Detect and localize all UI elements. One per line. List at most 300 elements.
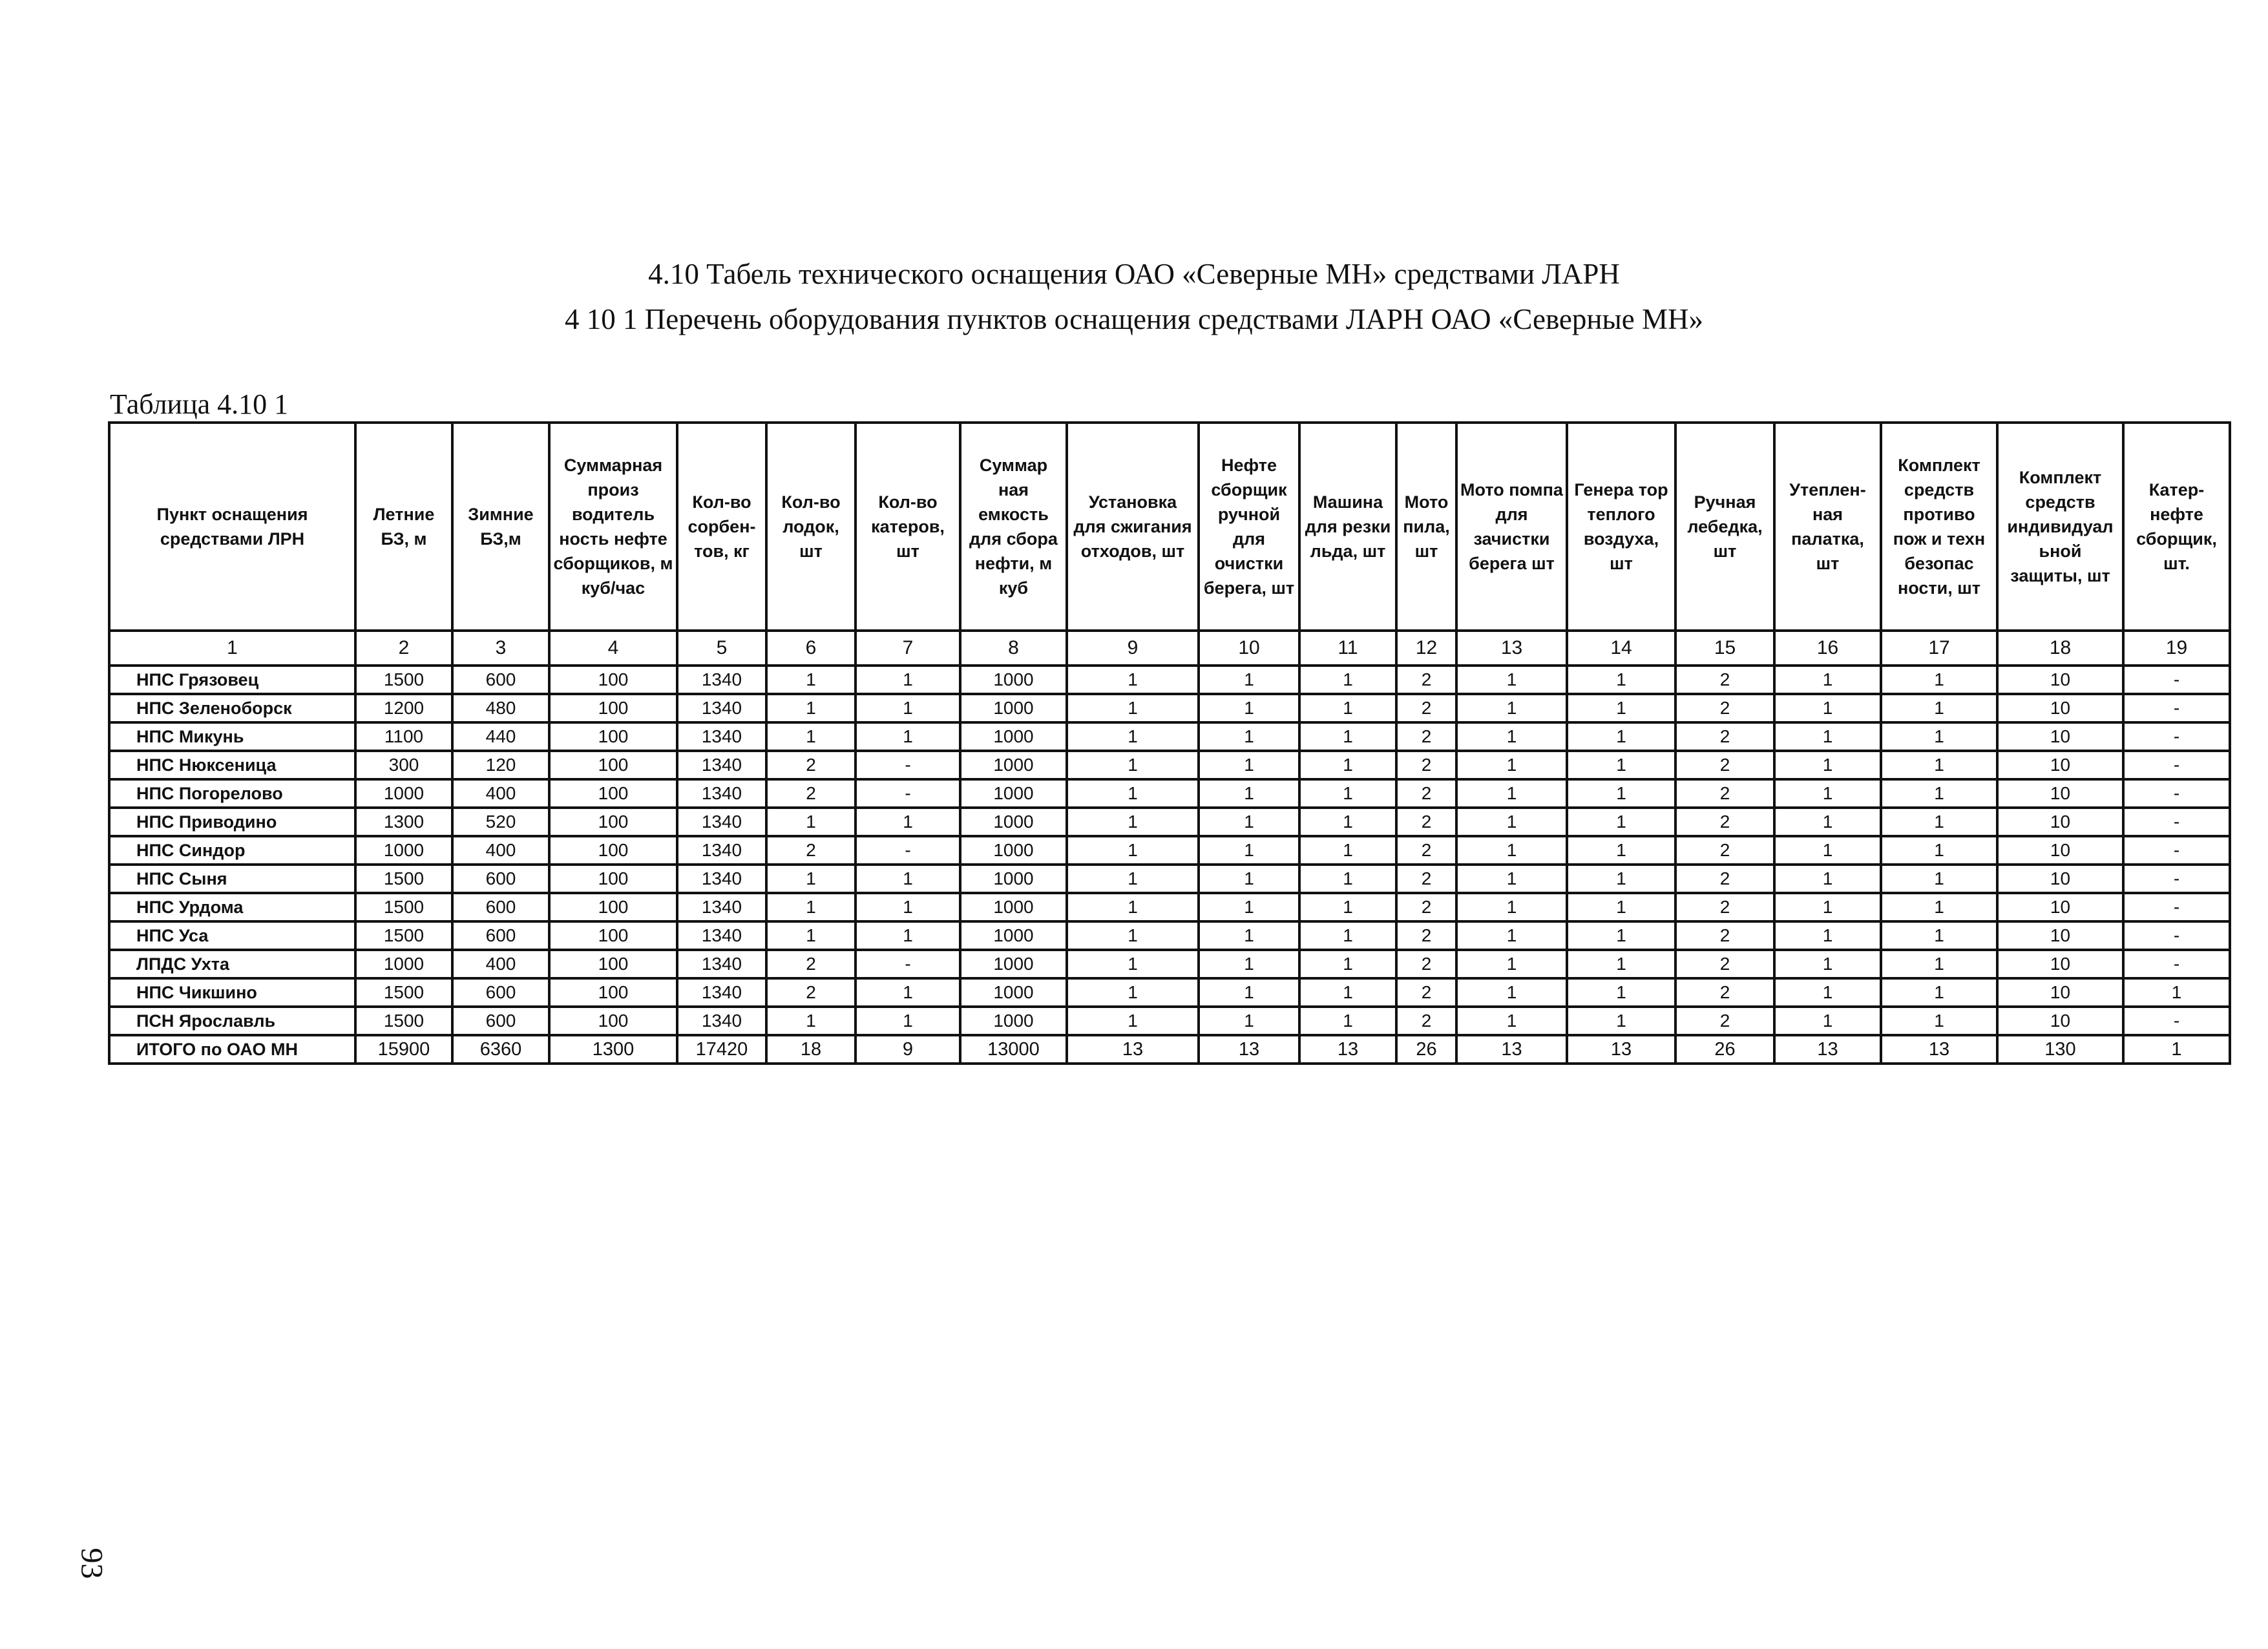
header-cell: Пункт оснащения средствами ЛРН — [109, 423, 355, 631]
header-cell: Генера тор теплого воздуха, шт — [1567, 423, 1675, 631]
header-cell: Кол-во лодок, шт — [766, 423, 856, 631]
table-cell: 2 — [1396, 836, 1456, 865]
column-number: 11 — [1299, 631, 1396, 666]
table-cell: 1000 — [960, 1007, 1067, 1035]
table-cell: 1000 — [960, 865, 1067, 893]
column-number: 2 — [355, 631, 452, 666]
table-cell: 1 — [856, 808, 960, 836]
table-cell: 1 — [1774, 722, 1881, 751]
table-cell: 2 — [1396, 666, 1456, 694]
table-cell: 1300 — [549, 1035, 677, 1064]
column-number: 19 — [2123, 631, 2230, 666]
table-cell: 2 — [1396, 694, 1456, 722]
table-cell: 1500 — [355, 1007, 452, 1035]
table-cell: 18 — [766, 1035, 856, 1064]
table-cell: 1 — [1199, 865, 1299, 893]
table-cell: 1 — [766, 666, 856, 694]
table-cell: 1 — [766, 893, 856, 921]
table-cell: 1 — [1067, 694, 1199, 722]
table-cell: 1 — [1199, 751, 1299, 779]
table-cell: 1 — [1567, 950, 1675, 978]
table-cell: 1 — [1299, 694, 1396, 722]
table-cell: - — [856, 751, 960, 779]
table-cell: 1000 — [355, 779, 452, 808]
table-cell: 2 — [1675, 694, 1774, 722]
table-cell: 300 — [355, 751, 452, 779]
table-cell: 1 — [1199, 779, 1299, 808]
header-cell: Суммар ная емкость для сбора нефти, м куб — [960, 423, 1067, 631]
table-cell: 26 — [1675, 1035, 1774, 1064]
table-cell: 600 — [452, 893, 549, 921]
table-cell: 1 — [856, 921, 960, 950]
table-cell: - — [2123, 865, 2230, 893]
table-cell: 1 — [1567, 1007, 1675, 1035]
table-cell: 100 — [549, 808, 677, 836]
equipment-table — [108, 421, 2231, 1065]
table-cell: 120 — [452, 751, 549, 779]
table-cell: 1 — [1199, 978, 1299, 1007]
table-cell: 1300 — [355, 808, 452, 836]
table-cell: 1 — [1299, 978, 1396, 1007]
table-cell: 1 — [1456, 921, 1567, 950]
table-cell: 1 — [766, 1007, 856, 1035]
table-cell: 1 — [1067, 893, 1199, 921]
header-cell: Зимние БЗ,м — [452, 423, 549, 631]
header-cell: Летние БЗ, м — [355, 423, 452, 631]
table-cell: 1500 — [355, 978, 452, 1007]
table-cell: 1340 — [677, 694, 766, 722]
column-number: 6 — [766, 631, 856, 666]
table-cell: 480 — [452, 694, 549, 722]
table-cell: 2 — [1675, 666, 1774, 694]
column-number-row — [109, 631, 2230, 666]
table-cell: 1 — [1199, 722, 1299, 751]
table-cell: 1 — [1456, 950, 1567, 978]
table-cell: 1 — [1299, 808, 1396, 836]
table-cell: 1 — [1299, 666, 1396, 694]
table-cell: 1 — [1456, 779, 1567, 808]
table-cell: 1 — [1881, 978, 1997, 1007]
table-cell: 10 — [1997, 808, 2123, 836]
table-cell: 1000 — [960, 751, 1067, 779]
table-cell: 2 — [766, 950, 856, 978]
table-cell: 1000 — [355, 836, 452, 865]
table-cell: 1200 — [355, 694, 452, 722]
table-cell: 1 — [766, 808, 856, 836]
table-cell: 1 — [1456, 865, 1567, 893]
table-cell: 1 — [2123, 978, 2230, 1007]
table-cell: 1340 — [677, 950, 766, 978]
table-cell: 2 — [766, 836, 856, 865]
table-cell: 10 — [1997, 893, 2123, 921]
column-number: 10 — [1199, 631, 1299, 666]
table-cell: 100 — [549, 666, 677, 694]
table-cell: 1 — [1456, 836, 1567, 865]
table-cell: 1000 — [960, 694, 1067, 722]
table-cell: 1340 — [677, 808, 766, 836]
table-cell: 1 — [1567, 893, 1675, 921]
table-cell: 10 — [1997, 779, 2123, 808]
table-cell: 1 — [1299, 779, 1396, 808]
header-cell: Суммарная произ водитель ность нефте сборщиков, м куб/час — [549, 423, 677, 631]
table-cell: 2 — [1675, 1007, 1774, 1035]
table-cell: 10 — [1997, 865, 2123, 893]
table-cell: 1 — [1774, 808, 1881, 836]
table-row — [109, 694, 2230, 722]
table-cell: - — [2123, 722, 2230, 751]
column-number: 15 — [1675, 631, 1774, 666]
table-cell: - — [2123, 1007, 2230, 1035]
table-cell: 2 — [1675, 921, 1774, 950]
table-cell: 1 — [1456, 808, 1567, 836]
table-cell: 100 — [549, 722, 677, 751]
table-cell: 1 — [856, 978, 960, 1007]
table-cell: 10 — [1997, 950, 2123, 978]
table-cell: 1340 — [677, 836, 766, 865]
table-cell: 100 — [549, 950, 677, 978]
table-cell: 1340 — [677, 921, 766, 950]
table-cell: 1 — [856, 666, 960, 694]
table-cell: 1 — [1456, 751, 1567, 779]
table-cell: 1 — [1067, 751, 1199, 779]
table-cell: 1 — [1567, 751, 1675, 779]
station-name-cell: НПС Грязовец — [109, 666, 355, 694]
table-cell: 600 — [452, 978, 549, 1007]
column-number: 4 — [549, 631, 677, 666]
table-cell: 1 — [1299, 921, 1396, 950]
table-cell: 2 — [1396, 950, 1456, 978]
table-row — [109, 921, 2230, 950]
column-number: 14 — [1567, 631, 1675, 666]
column-number: 13 — [1456, 631, 1567, 666]
table-cell: 1 — [1774, 694, 1881, 722]
header-row — [109, 423, 2230, 631]
table-row — [109, 751, 2230, 779]
table-cell: 1 — [1067, 836, 1199, 865]
table-cell: 1 — [1567, 808, 1675, 836]
header-cell: Кол-во катеров, шт — [856, 423, 960, 631]
table-cell: 100 — [549, 694, 677, 722]
table-cell: 1500 — [355, 921, 452, 950]
header-cell: Кол-во сорбен- тов, кг — [677, 423, 766, 631]
header-cell: Ручная лебедка, шт — [1675, 423, 1774, 631]
table-cell: 1 — [1199, 666, 1299, 694]
table-cell: 2 — [1396, 921, 1456, 950]
station-name-cell: ЛПДС Ухта — [109, 950, 355, 978]
table-cell: - — [2123, 779, 2230, 808]
table-cell: 1 — [1299, 865, 1396, 893]
table-cell: 13 — [1774, 1035, 1881, 1064]
table-cell: 1 — [856, 893, 960, 921]
table-cell: 1 — [1567, 865, 1675, 893]
table-cell: 1 — [856, 865, 960, 893]
table-cell: 1 — [1067, 950, 1199, 978]
table-cell: 2 — [1675, 950, 1774, 978]
table-cell: 600 — [452, 1007, 549, 1035]
table-cell: 1 — [1881, 808, 1997, 836]
column-number: 12 — [1396, 631, 1456, 666]
table-cell: 1 — [1774, 779, 1881, 808]
table-cell: 13000 — [960, 1035, 1067, 1064]
table-cell: 1 — [1567, 779, 1675, 808]
table-cell: - — [856, 836, 960, 865]
table-cell: 1000 — [355, 950, 452, 978]
table-cell: 1000 — [960, 921, 1067, 950]
station-name-cell: НПС Уса — [109, 921, 355, 950]
table-cell: 1 — [1067, 722, 1199, 751]
table-cell: 1 — [1299, 1007, 1396, 1035]
station-name-cell: НПС Урдома — [109, 893, 355, 921]
table-cell: 1500 — [355, 893, 452, 921]
table-cell: 1 — [1067, 779, 1199, 808]
table-cell: 1 — [1881, 666, 1997, 694]
table-cell: 1 — [1567, 836, 1675, 865]
table-cell: 26 — [1396, 1035, 1456, 1064]
table-cell: 130 — [1997, 1035, 2123, 1064]
table-cell: 1 — [1299, 722, 1396, 751]
header-cell: Мото помпа для зачистки берега шт — [1456, 423, 1567, 631]
table-cell: 1 — [1774, 978, 1881, 1007]
table-cell: 1 — [1067, 921, 1199, 950]
table-cell: 13 — [1299, 1035, 1396, 1064]
table-cell: 1 — [1881, 865, 1997, 893]
table-cell: 1 — [1881, 779, 1997, 808]
header-cell: Установка для сжигания отходов, шт — [1067, 423, 1199, 631]
table-cell: 1 — [766, 921, 856, 950]
table-cell: 10 — [1997, 921, 2123, 950]
table-cell: 1 — [1567, 921, 1675, 950]
table-cell: 1 — [1067, 978, 1199, 1007]
table-cell: 10 — [1997, 694, 2123, 722]
table-row — [109, 893, 2230, 921]
table-cell: 1 — [1299, 836, 1396, 865]
table-cell: 1000 — [960, 722, 1067, 751]
table-row — [109, 1007, 2230, 1035]
table-cell: 1 — [1881, 836, 1997, 865]
table-cell: 1 — [1456, 666, 1567, 694]
table-cell: 1 — [1567, 722, 1675, 751]
column-number: 8 — [960, 631, 1067, 666]
header-cell: Нефте сборщик ручной для очистки берега, шт — [1199, 423, 1299, 631]
table-cell: 2 — [1675, 808, 1774, 836]
table-cell: 10 — [1997, 666, 2123, 694]
table-cell: 2 — [1396, 779, 1456, 808]
table-cell: 1 — [1067, 808, 1199, 836]
table-cell: 13 — [1456, 1035, 1567, 1064]
table-cell: 400 — [452, 836, 549, 865]
table-cell: 1 — [1456, 978, 1567, 1007]
station-name-cell: НПС Погорелово — [109, 779, 355, 808]
table-cell: 10 — [1997, 836, 2123, 865]
table-cell: 1500 — [355, 666, 452, 694]
station-name-cell: НПС Зеленоборск — [109, 694, 355, 722]
table-cell: 100 — [549, 921, 677, 950]
table-cell: 1 — [1299, 893, 1396, 921]
table-row — [109, 865, 2230, 893]
table-cell: 2 — [1396, 893, 1456, 921]
table-cell: 440 — [452, 722, 549, 751]
table-cell: 2 — [1396, 722, 1456, 751]
table-cell: - — [2123, 893, 2230, 921]
station-name-cell: НПС Нюксеница — [109, 751, 355, 779]
column-number: 16 — [1774, 631, 1881, 666]
table-cell: 15900 — [355, 1035, 452, 1064]
table-cell: 1 — [1774, 1007, 1881, 1035]
column-number: 9 — [1067, 631, 1199, 666]
table-cell: 1340 — [677, 666, 766, 694]
column-number: 3 — [452, 631, 549, 666]
table-cell: 2 — [1675, 836, 1774, 865]
table-cell: 1 — [1199, 921, 1299, 950]
table-cell: 13 — [1567, 1035, 1675, 1064]
header-cell: Мото пила, шт — [1396, 423, 1456, 631]
table-cell: 1340 — [677, 751, 766, 779]
table-cell: 1500 — [355, 865, 452, 893]
table-cell: - — [856, 779, 960, 808]
table-cell: 1 — [1067, 865, 1199, 893]
table-cell: 2 — [1675, 865, 1774, 893]
table-cell: 1 — [1456, 722, 1567, 751]
table-cell: 13 — [1881, 1035, 1997, 1064]
table-cell: 1 — [766, 722, 856, 751]
header-cell: Машина для резки льда, шт — [1299, 423, 1396, 631]
table-cell: 1 — [1774, 751, 1881, 779]
table-cell: 1 — [1199, 694, 1299, 722]
table-cell: 1 — [1774, 893, 1881, 921]
table-cell: - — [2123, 921, 2230, 950]
header-cell: Комплект средств индивидуал ьной защиты, шт — [1997, 423, 2123, 631]
table-cell: 1 — [1199, 1007, 1299, 1035]
table-cell: 1 — [856, 722, 960, 751]
table-cell: 1 — [1567, 666, 1675, 694]
table-cell: 9 — [856, 1035, 960, 1064]
table-cell: 1340 — [677, 722, 766, 751]
table-cell: 1340 — [677, 978, 766, 1007]
table-cell: 2 — [1396, 1007, 1456, 1035]
table-cell: 13 — [1067, 1035, 1199, 1064]
table-cell: - — [2123, 751, 2230, 779]
table-cell: 1 — [856, 1007, 960, 1035]
table-row — [109, 779, 2230, 808]
table-row — [109, 950, 2230, 978]
station-name-cell: НПС Чикшино — [109, 978, 355, 1007]
table-cell: 1 — [1774, 950, 1881, 978]
table-cell: 1000 — [960, 950, 1067, 978]
table-cell: 600 — [452, 865, 549, 893]
table-cell: 100 — [549, 779, 677, 808]
table-cell: 2 — [1675, 779, 1774, 808]
table-cell: 13 — [1199, 1035, 1299, 1064]
table-cell: 2 — [766, 779, 856, 808]
table-cell: 100 — [549, 836, 677, 865]
table-cell: - — [2123, 694, 2230, 722]
table-cell: 1000 — [960, 666, 1067, 694]
column-number: 7 — [856, 631, 960, 666]
table-cell: 100 — [549, 1007, 677, 1035]
table-cell: 1 — [1199, 893, 1299, 921]
table-cell: - — [2123, 950, 2230, 978]
table-cell: 100 — [549, 893, 677, 921]
table-caption: Таблица 4.10 1 — [110, 388, 289, 420]
station-name-cell: ПСН Ярославль — [109, 1007, 355, 1035]
column-number: 5 — [677, 631, 766, 666]
table-cell: 2 — [1396, 865, 1456, 893]
table-cell: 1 — [1567, 978, 1675, 1007]
station-name-cell: ИТОГО по ОАО МН — [109, 1035, 355, 1064]
table-cell: 2 — [766, 751, 856, 779]
table-row — [109, 666, 2230, 694]
table-cell: 2 — [1396, 808, 1456, 836]
table-cell: 1000 — [960, 836, 1067, 865]
table-cell: 2 — [1675, 722, 1774, 751]
table-cell: 1 — [1567, 694, 1675, 722]
table-cell: 1 — [1456, 1007, 1567, 1035]
table-cell: - — [2123, 836, 2230, 865]
table-row — [109, 808, 2230, 836]
document-subtitle: 4 10 1 Перечень оборудования пунктов оснащения средствами ЛАРН ОАО «Северные МН» — [565, 303, 1703, 335]
table-row — [109, 836, 2230, 865]
station-name-cell: НПС Приводино — [109, 808, 355, 836]
table-cell: 100 — [549, 751, 677, 779]
table-cell: 10 — [1997, 978, 2123, 1007]
table-cell: 2 — [1396, 751, 1456, 779]
table-cell: 2 — [766, 978, 856, 1007]
table-cell: 400 — [452, 950, 549, 978]
table-cell: 1000 — [960, 808, 1067, 836]
table-cell: 1000 — [960, 779, 1067, 808]
table-cell: 1 — [1199, 808, 1299, 836]
table-cell: 1 — [1774, 865, 1881, 893]
table-cell: 1 — [1456, 694, 1567, 722]
table-cell: 1 — [1881, 1007, 1997, 1035]
table-cell: 1 — [1881, 921, 1997, 950]
table-cell: 1 — [1067, 666, 1199, 694]
table-cell: 1340 — [677, 1007, 766, 1035]
table-cell: 1 — [1299, 950, 1396, 978]
column-number: 18 — [1997, 631, 2123, 666]
table-cell: 1 — [1456, 893, 1567, 921]
table-cell: 1 — [856, 694, 960, 722]
table-cell: 1 — [1774, 836, 1881, 865]
table-cell: 600 — [452, 666, 549, 694]
table-cell: - — [856, 950, 960, 978]
table-cell: 2 — [1675, 893, 1774, 921]
table-cell: 1 — [2123, 1035, 2230, 1064]
table-row — [109, 978, 2230, 1007]
table-cell: 17420 — [677, 1035, 766, 1064]
table-cell: 1 — [1067, 1007, 1199, 1035]
table-cell: 10 — [1997, 722, 2123, 751]
table-cell: 1 — [766, 865, 856, 893]
table-row — [109, 722, 2230, 751]
station-name-cell: НПС Сыня — [109, 865, 355, 893]
table-cell: 1 — [1299, 751, 1396, 779]
table-cell: 1340 — [677, 865, 766, 893]
table-body — [109, 631, 2230, 1064]
table-cell: 1 — [1881, 751, 1997, 779]
total-row — [109, 1035, 2230, 1064]
table-cell: 1 — [1199, 836, 1299, 865]
station-name-cell: НПС Синдор — [109, 836, 355, 865]
table-cell: 1 — [1774, 666, 1881, 694]
header-cell: Катер- нефте сборщик, шт. — [2123, 423, 2230, 631]
header-cell: Комплект средств противо пож и техн безопас ности, шт — [1881, 423, 1997, 631]
station-name-cell: НПС Микунь — [109, 722, 355, 751]
page-number: 93 — [74, 1548, 109, 1579]
document-title: 4.10 Табель технического оснащения ОАО «Северные МН» средствами ЛАРН — [648, 258, 1620, 290]
table-cell: 1 — [766, 694, 856, 722]
table-cell: 1100 — [355, 722, 452, 751]
